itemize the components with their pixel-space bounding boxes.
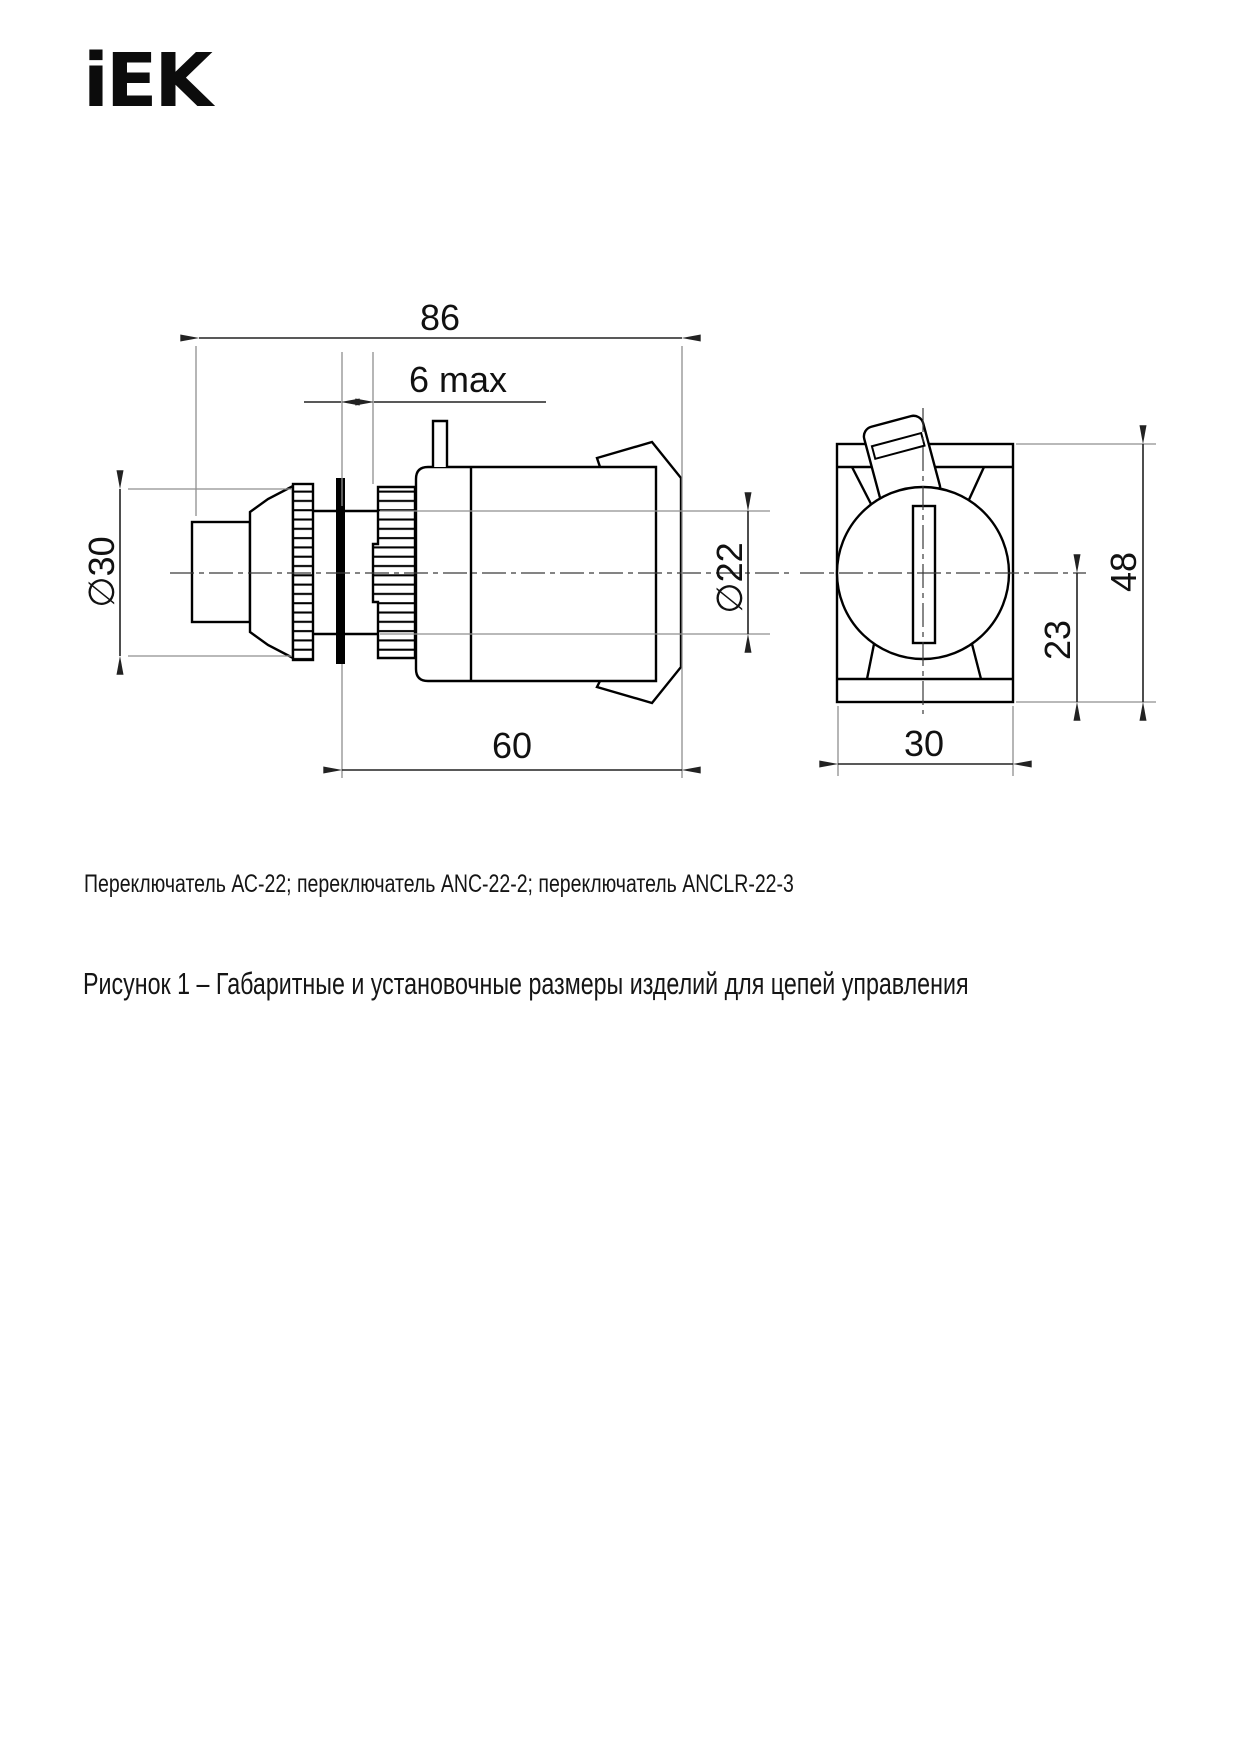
caption-model-list: Переключатель АС-22; переключатель ANC-22-2; переключатель ANCLR-22-3 [84,870,794,898]
dim-label-23: 23 [1037,619,1078,661]
dim-label-86: 86 [419,297,461,338]
selector-handle [913,506,935,643]
dim-label-30: 30 [903,723,945,764]
dim-label-d30: ∅30 [81,536,122,608]
panel-gasket [336,478,345,664]
dim-label-60: 60 [491,725,533,766]
side-view [192,421,681,703]
iek-logo: iEK [83,38,210,124]
terminal-tab [433,421,447,467]
switch-body [416,467,656,681]
dim-label-6max: 6 max [408,359,508,400]
dim-label-d22: ∅22 [709,542,750,614]
front-view [837,414,1013,702]
bezel-cone [250,486,293,658]
figure-caption: Рисунок 1 – Габаритные и установочные размеры изделий для цепей управления [83,966,969,1001]
dim-label-48: 48 [1103,551,1144,593]
knurled-ring [293,484,313,660]
button-actuator [192,522,250,622]
